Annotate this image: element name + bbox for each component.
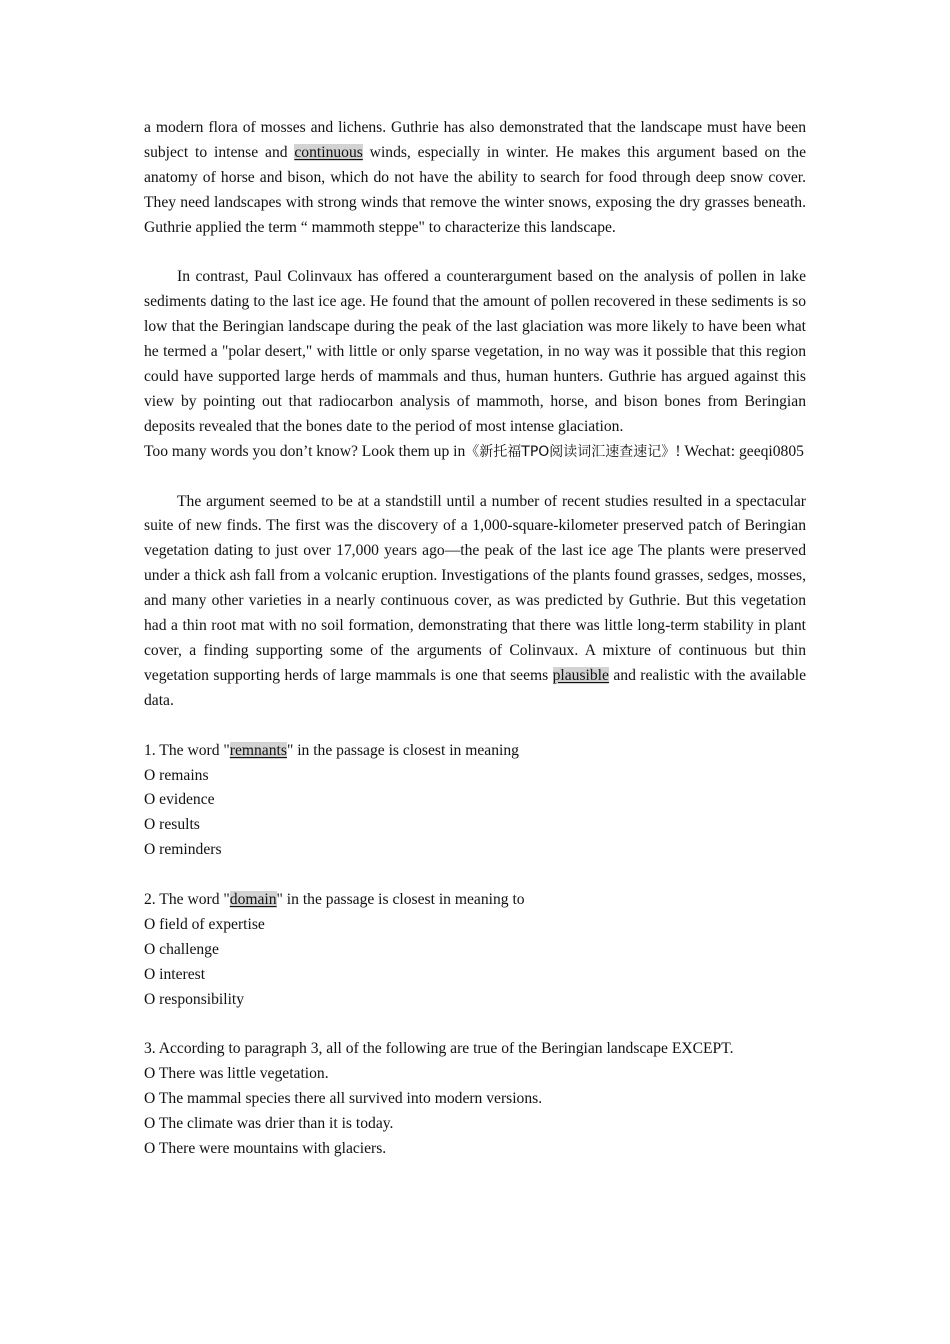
highlighted-word-continuous[interactable]: continuous — [294, 143, 363, 161]
paragraph-text: winds, especially in winter. He makes this argument based on the anatomy of horse and bison, which do not have the ability to search for food through deep snow cover. They need landscapes with strong winds that remove the winter snows, exposing the dry grasses beneath. Guthrie applied the term “ mammoth steppe" to characterize this landscape. — [144, 143, 806, 236]
answer-option[interactable]: O challenge — [144, 940, 219, 958]
question-text: 1. The word " — [144, 741, 230, 759]
paragraph-text: a modern flora of mosses and lichens. Guthrie has also demonstrated that the landscape must have been subject to intense and — [144, 119, 806, 161]
answer-option[interactable]: O The climate was drier than it is today. — [144, 1115, 394, 1133]
answer-option[interactable]: O There were mountains with glaciers. — [144, 1140, 387, 1158]
question-1-stem — [144, 739, 806, 764]
question-3-stem: 3. According to paragraph 3, all of the following are true of the Beringian landscape EXCEPT. — [144, 1040, 734, 1058]
passage-paragraph-1 — [144, 116, 806, 241]
blank-line — [144, 1013, 806, 1038]
question-3 — [144, 1037, 806, 1162]
document-page — [144, 116, 806, 1162]
blank-line — [144, 465, 806, 490]
blank-line — [144, 241, 806, 266]
question-2-stem — [144, 888, 806, 913]
answer-option[interactable]: O interest — [144, 965, 206, 983]
paragraph-text: and realistic with the available data. — [144, 666, 806, 709]
answer-option[interactable]: O reminders — [144, 841, 222, 859]
ad-book-title: 《新托福TPO阅读词汇速查速记》 — [465, 443, 676, 460]
ad-wechat: ! Wechat: geeqi0805 — [675, 442, 804, 460]
question-text: 2. The word " — [144, 891, 230, 909]
question-1 — [144, 739, 806, 864]
ad-text: Too many words you don’t know? Look them up in — [144, 442, 466, 460]
blank-line — [144, 863, 806, 888]
question-text: " in the passage is closest in meaning — [286, 741, 519, 759]
passage-paragraph-3 — [144, 490, 806, 714]
passage-paragraph-2: In contrast, Paul Colinvaux has offered a counterargument based on the analysis of pollen in lake sediments dating to the last ice age. He found that the amount of pollen recovered in these sediments is so low that the Beringian landscape during the peak of the last glaciation was more likely to have been what he termed a "polar desert," with little or only sparse vegetation, in no way was it possible that this region could have supported large herds of mammals and thus, human hunters. Guthrie has argued against this view by pointing out that radiocarbon analysis of mammoth, horse, and bison bones from Beringian deposits revealed that the bones date to the period of most intense glaciation. — [144, 268, 806, 435]
answer-option[interactable]: O results — [144, 816, 200, 834]
answer-option[interactable]: O evidence — [144, 791, 215, 809]
answer-option[interactable]: O responsibility — [144, 990, 245, 1008]
highlighted-word-remnants[interactable]: remnants — [229, 741, 287, 759]
paragraph-text: The argument seemed to be at a standstill until a number of recent studies resulted in a spectacular suite of new finds. The first was the discovery of a 1,000-square-kilometer preserved patch of Beringian vegetation dating to just over 17,000 years ago—the peak of the last ice age The plants were preserved under a thick ash fall from a volcanic eruption. Investigations of the plants found grasses, sedges, mosses, and many other varieties in a nearly continuous cover, as was predicted by Guthrie. But this vegetation had a thin root mat with no soil formation, demonstrating that there was little long-term stability in plant cover, a finding supporting some of the arguments of Colinvaux. A mixture of continuous but thin vegetation supporting herds of large mammals is one that seems — [144, 492, 806, 684]
answer-option[interactable]: O There was little vegetation. — [144, 1065, 329, 1083]
question-2 — [144, 888, 806, 1013]
highlighted-word-domain[interactable]: domain — [229, 891, 277, 909]
blank-line — [144, 714, 806, 739]
question-text: " in the passage is closest in meaning to — [276, 891, 525, 909]
answer-option[interactable]: O remains — [144, 766, 209, 784]
highlighted-word-plausible[interactable]: plausible — [552, 666, 609, 684]
answer-option[interactable]: O field of expertise — [144, 915, 265, 933]
answer-option[interactable]: O The mammal species there all survived into modern versions. — [144, 1090, 543, 1108]
vocab-book-ad — [144, 440, 806, 465]
